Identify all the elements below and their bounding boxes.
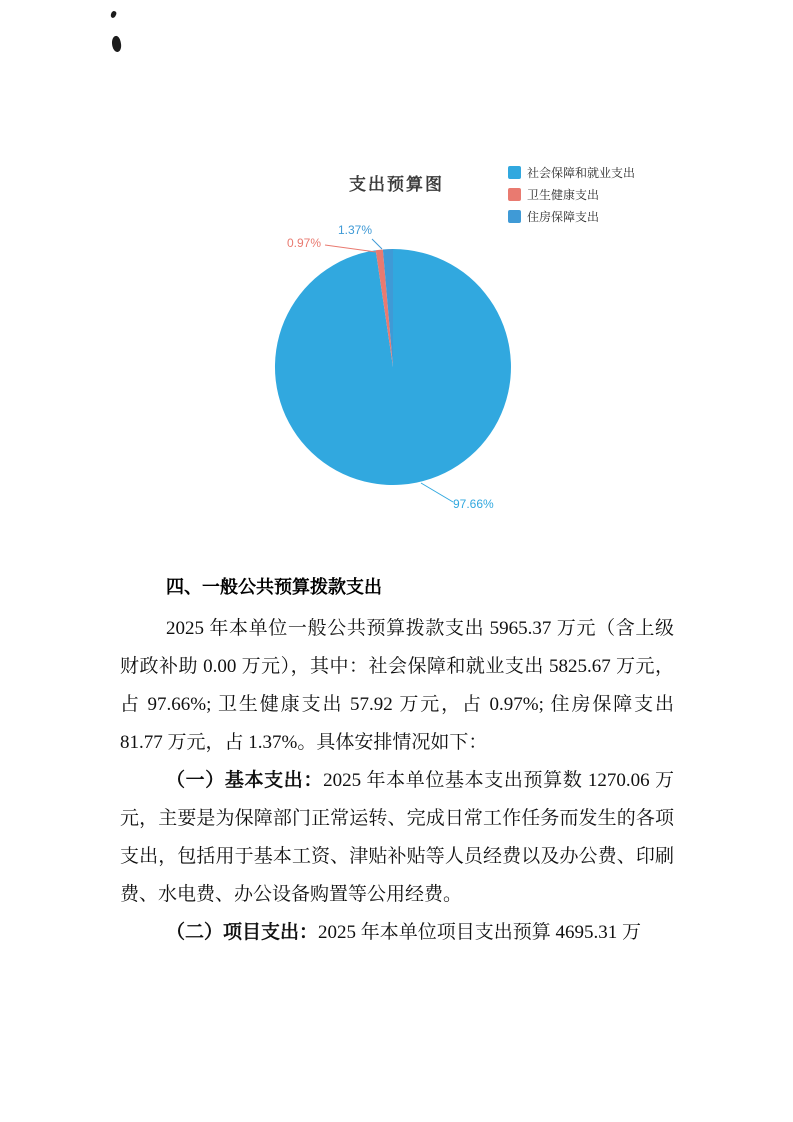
paragraph (120, 610, 674, 762)
legend-label: 住房保障支出 (527, 209, 600, 224)
article (120, 568, 674, 952)
paragraph (120, 762, 674, 914)
legend-item (508, 187, 635, 201)
legend-swatch (508, 166, 521, 179)
pie-percent-label: 97.66% (453, 497, 494, 511)
pie-percent-label: 1.37% (338, 223, 373, 237)
pie-percent-label: 0.97% (287, 236, 322, 250)
legend-label: 卫生健康支出 (527, 187, 600, 202)
legend-item (508, 165, 635, 179)
pie-chart (120, 215, 680, 530)
paragraph-text: 2025 年本单位项目支出预算 4695.31 万 (318, 922, 642, 943)
section-heading: 四、一般公共预算拨款支出 (166, 577, 382, 597)
paragraph-lead: （一）基本支出： (166, 770, 324, 791)
chart-title: 支出预算图 (349, 175, 444, 194)
paragraph-lead: （二）项目支出： (166, 922, 319, 943)
legend-label: 社会保障和就业支出 (527, 165, 636, 180)
pie-label-line-2 (372, 239, 382, 249)
pie-label-line-0 (421, 483, 453, 502)
pie-slices (275, 249, 511, 485)
scan-artifact (110, 35, 122, 53)
paragraph-text: 2025 年本单位基本支出预算数 1270.06 万元，主要是为保障部门正常运转、完成日常工作任务而发生的各项支出，包括用于基本工资、津贴补贴等人员经费以及办公费、印刷费、水电费、办公设备购置等公用经费。 (120, 770, 674, 905)
legend-swatch (508, 188, 521, 201)
scan-artifact (110, 10, 117, 18)
paragraph (120, 914, 674, 952)
pie-label-line-1 (325, 245, 376, 252)
paragraph-text: 2025 年本单位一般公共预算拨款支出 5965.37 万元（含上级财政补助 0.00 万元），其中：社会保障和就业支出 5825.67 万元，占 97.66%; 卫生健康支出 57.92 万元，占 0.97%; 住房保障支出 81.77 万元，占 1.37%。具体安排情况如下： (120, 618, 674, 753)
